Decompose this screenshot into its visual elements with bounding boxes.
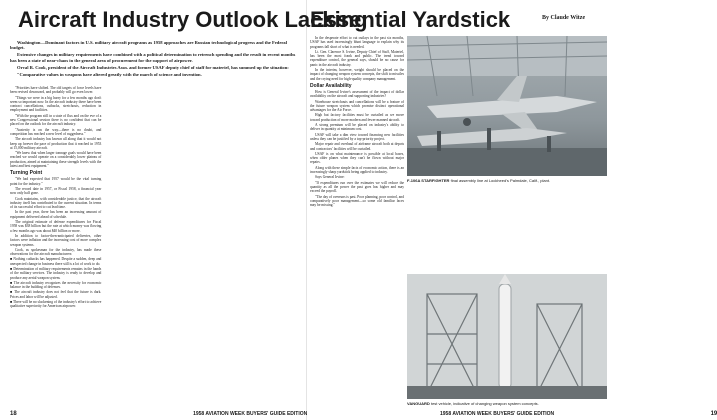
bullet-item: ■ The aircraft industry recognizes the necessity for economic balance in the building of defenses. — [10, 280, 102, 290]
body-paragraph: The aircraft industry has known all along that it would not keep up forever the pace of production that it reached in 1953 at 15,000 military aircraft. — [10, 137, 102, 150]
photo-caption-bottom — [407, 401, 607, 406]
body-paragraph: In the desperate effort to cut outlays in the past six months, USAF has used increasingly blunt language to explain why its programs fall short of what is needed. — [310, 36, 404, 49]
caption-text: test vehicle, indicative of changing weapon system concepts. — [430, 401, 539, 406]
bullet-text: Nothing cutbacks has happened. Despite a sudden, deep and unexpected change in business there still is a lot of work to do. — [10, 257, 102, 266]
body-paragraph: Cook, as spokesman for the industry, has made these observations for the aircraft manufacturers: — [10, 247, 102, 257]
page-number: 18 — [10, 411, 17, 417]
body-paragraph: USAF is on what maintenance is possible at local bases, when older planes when they can't be flown without major repairs. — [310, 151, 404, 165]
page-number: 19 — [710, 411, 717, 417]
aircraft-assembly-photo — [407, 36, 607, 176]
bullet-item: ■ The aircraft industry does not feel that the future is dark. Prices and labor will be adjusted. — [10, 290, 102, 299]
vanguard-test-vehicle-photo — [407, 274, 607, 399]
right-page — [310, 0, 717, 420]
section-heading-turning-point: Turning Point — [10, 170, 43, 177]
left-deck — [10, 40, 300, 78]
left-headline: Aircraft Industry Outlook Lacking — [18, 7, 368, 32]
body-paragraph: The record date in 1957, or Fiscal 1958, a financial year now only half gone. — [10, 186, 102, 196]
body-paragraph: Lt. Gen. Clarence S. Irvine, Deputy Chief of Staff, Materiel, has been the most frank and public. The trend toward expenditure control, the general says, should be no cause for panic in the aircraft industry. — [310, 49, 404, 67]
body-paragraph: USAF will take a dim view toward financing new facilities unless they can be justified by a top-priority project. — [310, 132, 404, 141]
section-heading-dollar-availability: Dollar Availability — [310, 82, 352, 89]
page-gutter — [306, 0, 307, 420]
bullet-item: ■ There will be no slackening of the industry's effort to achieve qualitative superiority for American airpower. — [10, 300, 102, 309]
photo-caption-top — [407, 178, 607, 183]
bullet-text: The aircraft industry does not feel that the future is dark. Prices and labor will be adjusted. — [10, 290, 102, 299]
body-paragraph: "With the program still in a state of flux and on the eve of a new Congressional session there is no confident that can be placed on the outlook for the aircraft industry. — [10, 113, 102, 127]
body-paragraph: Warehouse stretchouts and cancellations will be a feature of the future weapon system which promise distinct operational advantages for the Air Force. — [310, 99, 404, 113]
publication-name: 1958 AVIATION WEEK BUYERS' GUIDE EDITION — [440, 411, 555, 417]
body-paragraph: In the interim, however, weight should be placed on the impact of changing weapon system concepts, the shift to missiles and the crying need for high-quality company management. — [310, 68, 404, 81]
rocket-gantry-illustration — [407, 274, 607, 399]
left-columns — [10, 86, 300, 400]
bullet-text: There will be no slackening of the industry's effort to achieve qualitative superiority for American airpower. — [10, 300, 102, 309]
body-paragraph: A strong premium will be placed on industry's ability to deliver in quantity at minimum cost. — [310, 123, 404, 132]
body-paragraph: "We knew that when larger tonnage goals would have been reached we would operate on a considerably lower plateau of production, aimed at maintaining these strength levels with the latest and best equipment." — [10, 151, 102, 169]
body-paragraph: Cook maintains, with considerable justice, that the aircraft industry itself has contributed to the current situation. In terms of its successful effort to cut lead time. — [10, 196, 102, 210]
body-paragraph: High but factory facilities must be curtailed as we move toward production of more modern and fewer manned aircraft. — [310, 113, 404, 122]
body-paragraph: In the past year, there has been an increasing amount of equipment delivered ahead of schedule. — [10, 210, 102, 219]
body-paragraph: Major repair and overhaul of airframe aircraft both at depots and contractors' facilities will be curtailed. — [310, 142, 404, 151]
deck-paragraph: "Comparative values in weapons have altered greatly with the march of science and invention. — [17, 71, 202, 77]
deck-paragraph: Orval R. Cook, president of the Aircraft Industries Assn. and former USAF deputy chief of staff for materiel, has summed up the situation: — [17, 64, 289, 70]
publication-name: 1958 AVIATION WEEK BUYERS' GUIDE EDITION — [193, 411, 308, 417]
body-paragraph: "Austerity is on the way—there is no doubt, and competition has reached a new level of ruggedness." — [10, 127, 102, 136]
bullet-item: ■ Determination of military requirements remains in the hands of the military services. The industry is ready to develop and produce any aerial weapon system. — [10, 266, 102, 280]
caption-text: final assembly line at Lockheed's Palmdale, Calif., plant. — [450, 178, 551, 183]
right-footer — [440, 411, 717, 417]
body-paragraph: "Things we were in a big hurry for a few months ago don't seem so important now. In the aircraft industry there have been contract cancellations, cutbacks, stretchouts, reduction in employment and facilities. — [10, 95, 102, 113]
byline: By Claude Witze — [542, 15, 586, 21]
right-headline: Essential Yardstick — [310, 7, 511, 32]
body-paragraph: The original estimate of defense expenditures for Fiscal 1958 was $38 billion but the rate at which money was flowing a few months ago was about $40 billion or more. — [10, 220, 102, 233]
bullet-text: The aircraft industry recognizes the necessity for economic balance in the building of defenses. — [10, 280, 102, 290]
bullet-text: Determination of military requirements remains in the hands of the military services. The industry is ready to develop and produce any aerial weapon system. — [10, 266, 102, 280]
body-paragraph: How is General Irvine's assessment of the impact of dollar availability on the aircraft and supporting industries? — [310, 89, 404, 99]
caption-label: F-106A STARFIGHTER — [407, 178, 450, 183]
body-paragraph: "Priorities have shifted. The old targets of force levels have been revised downward, and probably will go even lower. — [10, 86, 102, 95]
body-paragraph: Says General Irvine: — [315, 175, 345, 180]
deck-paragraph: Washington—Dominant factors in U.S. military aircraft programs as 1958 approaches are Russian technological progress and the Federal budget. — [10, 40, 288, 51]
body-paragraph: "The day of overruns is past. Poor planning, poor control, and comparatively poor management—so some old familiar faces may be missing." — [310, 194, 404, 208]
bullet-item: ■ Nothing cutbacks has happened. Despite a sudden, deep and unexpected change in business there still is a lot of work to do. — [10, 257, 102, 266]
left-footer — [10, 411, 307, 417]
body-paragraph: "We had expected that 1957 would be the vital turning point for the industry." — [10, 177, 102, 186]
body-paragraph: In addition to factor-then-anticipated deliveries, other factors were inflation and the increasing cost of more complex weapon systems. — [10, 233, 102, 247]
body-paragraph: Along with these simple facts of economic action, there is an increasingly sharp yardstick being applied to industry. — [310, 165, 404, 175]
assembly-line-illustration — [407, 36, 607, 176]
body-paragraph: "If expenditures run over the estimates we will reduce the quantity as all the power the past goes has higher and may exceed the payroll. — [310, 180, 404, 194]
caption-label: VANGUARD — [407, 401, 430, 406]
deck-paragraph: Extensive changes in military requirements have combined with a political determination to retrench spending and the result in recent months has been a state of near-chaos in the general area of procurement for the support of airpower. — [10, 52, 296, 63]
